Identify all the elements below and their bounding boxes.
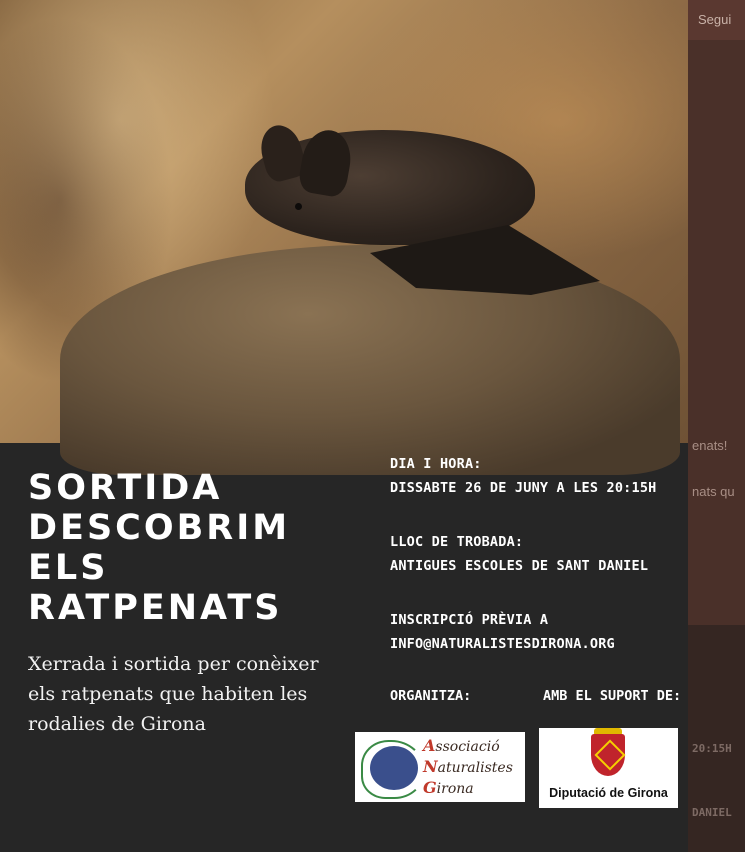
background-text: nats qu [692, 484, 735, 499]
signup-label: INSCRIPCIÓ PRÈVIA A [390, 612, 549, 628]
diputacio-logo [539, 728, 678, 808]
background-text: enats! [692, 438, 728, 453]
coat-of-arms-icon [591, 734, 625, 776]
title-line: SORTIDA [28, 468, 223, 508]
title-line: RATPENATS [28, 588, 283, 628]
logo-text-line: Girona [423, 778, 474, 797]
place-label: LLOC DE TROBADA: [390, 534, 524, 550]
bat-photo [0, 0, 688, 443]
bat-eye-shape [295, 203, 302, 210]
poster-subtitle: Xerrada i sortida per conèixer els ratpenats que habiten les rodalies de Girona [28, 653, 319, 735]
background-top-bar [688, 0, 745, 40]
background-page [688, 0, 745, 852]
association-logo [355, 732, 525, 802]
logo-swirl-icon [361, 740, 425, 799]
date-label: DIA I HORA: [390, 456, 482, 472]
support-label: AMB EL SUPORT DE: [543, 688, 682, 704]
signup-email: INFO@NATURALISTESDIRONA.ORG [390, 636, 615, 652]
background-text: 20:15H [692, 742, 732, 755]
background-text: DANIEL [692, 806, 732, 819]
logo-text-line: Associació [423, 736, 500, 755]
place-info [390, 530, 648, 578]
title-line: ELS [28, 548, 109, 588]
signup-info [390, 608, 615, 656]
date-value: DISSABTE 26 DE JUNY A LES 20:15H [390, 480, 657, 496]
organizer-label: ORGANITZA: [390, 688, 472, 704]
follow-button[interactable]: Segui [698, 12, 732, 27]
diputacio-name: Diputació de Girona [549, 786, 668, 800]
logo-text-line: Naturalistes [423, 757, 513, 776]
date-info [390, 452, 657, 500]
poster-title [28, 468, 290, 628]
place-value: ANTIGUES ESCOLES DE SANT DANIEL [390, 558, 649, 574]
title-line: DESCOBRIM [28, 508, 291, 548]
